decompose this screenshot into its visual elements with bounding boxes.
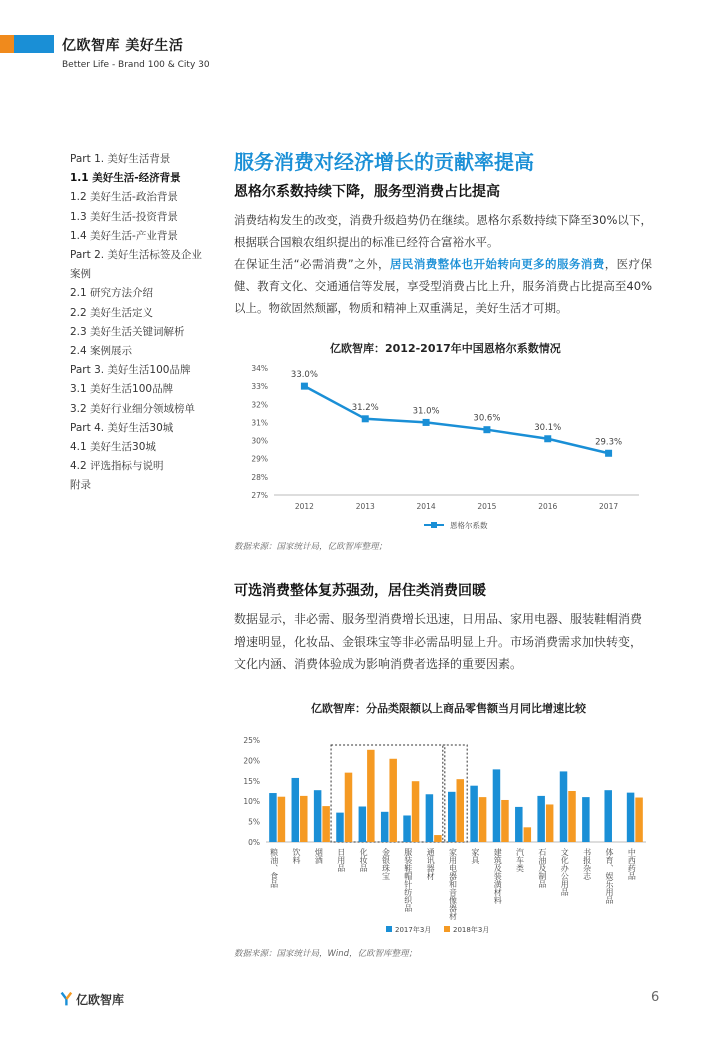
chart2-title: 亿欧智库：分品类限额以上商品零售额当月同比增速比较	[311, 702, 586, 715]
bar-2017	[560, 771, 568, 842]
data-point	[544, 435, 551, 442]
brand-logo-icon	[60, 990, 76, 1008]
page-number: 6	[651, 990, 660, 1005]
x-tick-label: 日用品	[336, 848, 346, 872]
x-tick-label: 化妆品	[359, 848, 369, 872]
data-point	[605, 450, 612, 457]
data-label: 31.2%	[351, 402, 379, 413]
x-tick-label: 金银珠宝	[381, 848, 391, 880]
legend-marker	[431, 522, 437, 528]
x-tick-label: 服装鞋帽针纺织品	[403, 848, 413, 912]
bar-2017	[515, 807, 523, 842]
legend-swatch-2018	[444, 926, 450, 932]
x-tick-label: 家用电器和音像器材	[448, 848, 458, 920]
header-orange-bar	[0, 35, 14, 53]
legend-label: 2017年3月	[395, 926, 432, 934]
y-tick-label: 10%	[243, 797, 260, 807]
x-tick-label: 书报杂志	[582, 848, 592, 880]
x-tick-label: 文化办公用品	[560, 848, 570, 896]
y-tick-label: 32%	[251, 400, 268, 410]
header-subtitle: Better Life - Brand 100 & City 30	[62, 60, 210, 70]
data-point	[423, 419, 430, 426]
data-label: 30.6%	[473, 413, 501, 424]
bar-2017	[470, 786, 478, 842]
toc-item[interactable]: 3.2 美好行业细分领域榜单	[70, 402, 196, 415]
bar-2017	[582, 797, 590, 842]
header-title: 亿欧智库 美好生活	[62, 38, 184, 54]
bar-2017	[269, 793, 277, 842]
bar-2017	[336, 813, 344, 842]
series-line-engel	[304, 386, 608, 453]
section-subtitle-engel: 恩格尔系数持续下降，服务型消费占比提高	[234, 184, 500, 200]
bar-2018	[546, 804, 554, 842]
bar-2018	[457, 779, 465, 842]
page-title: 服务消费对经济增长的贡献率提高	[234, 150, 534, 174]
section-subtitle-optional-consumption: 可选消费整体复苏强劲，居住类消费回暖	[234, 583, 486, 599]
x-tick-label: 汽车类	[515, 848, 525, 872]
paragraph-data-shows: 数据显示，非必需、服务型消费增长迅速，日用品、家用电器、服装鞋帽消费增速明显，化妆品、金银珠宝等非必需品明显上升。市场消费需求加快转变，文化内涵、消费体验成为影响消费者选择的重要因素。	[234, 612, 643, 671]
toc-item[interactable]: 2.3 美好生活关键词解析	[70, 325, 185, 338]
legend-swatch-2017	[386, 926, 392, 932]
toc-item[interactable]: Part 1. 美好生活背景	[70, 153, 171, 165]
toc-item[interactable]: 1.4 美好生活-产业背景	[70, 229, 178, 242]
x-tick-label: 2012	[294, 502, 314, 511]
x-tick-label: 中西药品	[627, 848, 637, 880]
toc-item[interactable]: 3.1 美好生活100品牌	[70, 383, 174, 396]
toc-item[interactable]: Part 4. 美好生活30城	[70, 421, 174, 434]
y-tick-label: 27%	[251, 491, 268, 500]
toc-item[interactable]: 1.1 美好生活-经济背景	[70, 172, 181, 185]
bar-2017	[604, 790, 612, 842]
y-tick-label: 20%	[243, 756, 260, 766]
engel-line-chart	[234, 360, 654, 540]
bar-2017	[493, 769, 501, 842]
toc-item[interactable]: 4.2 评选指标与说明	[70, 460, 164, 473]
data-point	[483, 426, 490, 433]
toc-item[interactable]: 2.2 美好生活定义	[70, 306, 154, 319]
bar-2017	[314, 790, 322, 842]
x-tick-label: 石油及制品	[537, 848, 547, 888]
x-tick-label: 家具	[470, 848, 480, 864]
bar-2018	[412, 781, 420, 842]
data-label: 33.0%	[290, 370, 318, 381]
x-tick-label: 通讯器材	[426, 848, 436, 880]
legend-label: 2018年3月	[453, 926, 490, 934]
paragraph-consumption-structure: 消费结构发生的改变，消费升级趋势仍在继续。恩格尔系数持续下降至30%以下，根据联合国粮农组织提出的标准已经符合富裕水平。	[234, 213, 652, 249]
toc-item[interactable]: 2.4 案例展示	[70, 345, 133, 358]
data-label: 31.0%	[412, 406, 440, 417]
y-tick-label: 25%	[243, 736, 260, 745]
toc-item[interactable]: 1.2 美好生活-政治背景	[70, 191, 178, 204]
legend-label: 恩格尔系数	[450, 521, 488, 530]
toc-item[interactable]: 2.1 研究方法介绍	[70, 287, 154, 300]
chart1-source: 数据来源：国家统计局，亿欧智库整理；	[234, 542, 388, 552]
toc-item[interactable]: 4.1 美好生活30城	[70, 441, 156, 454]
x-tick-label: 建筑及装潢材料	[493, 848, 503, 904]
bar-2018	[434, 835, 442, 842]
x-tick-label: 2017	[599, 502, 619, 511]
bar-2018	[345, 773, 353, 842]
y-tick-label: 0%	[248, 838, 260, 847]
bar-2018	[568, 791, 576, 842]
bar-2018	[635, 798, 643, 842]
bar-2018	[367, 750, 375, 842]
data-point	[362, 415, 369, 422]
y-tick-label: 15%	[243, 776, 260, 786]
retail-growth-bar-chart	[234, 730, 654, 940]
y-tick-label: 5%	[248, 817, 260, 827]
bar-2018	[524, 827, 532, 842]
bar-2017	[359, 807, 367, 842]
paragraph-text: ，医疗保健、教育文化、交通通信等发展，享受型消费占比上升，服务消费占比提高至40%以上。物欲固然颓鄙，物质和精神上双重满足，美好生活才可期。	[234, 257, 653, 315]
bar-2017	[448, 792, 456, 842]
toc-item[interactable]: Part 2. 美好生活标签及企业案例	[70, 249, 202, 281]
y-tick-label: 34%	[251, 364, 268, 373]
x-tick-label: 体育、娱乐用品	[604, 848, 614, 904]
bar-2017	[537, 796, 545, 842]
bar-2018	[300, 796, 308, 842]
data-label: 30.1%	[534, 422, 562, 433]
bar-2018	[479, 797, 487, 842]
table-of-contents	[70, 150, 210, 496]
bar-2017	[426, 794, 434, 842]
paragraph-text: 在保证生活“必需消费”之外，	[234, 257, 390, 271]
chart2-source: 数据来源：国家统计局，Wind，亿欧智库整理；	[234, 949, 418, 959]
bar-2017	[403, 815, 411, 842]
x-tick-label: 2014	[416, 502, 436, 511]
bar-2017	[627, 793, 635, 842]
y-tick-label: 29%	[251, 454, 268, 464]
toc-item[interactable]: Part 3. 美好生活100品牌	[70, 364, 191, 377]
bar-2017	[292, 778, 300, 842]
highlight-text: 居民消费整体也开始转向更多的服务消费	[389, 257, 605, 271]
data-label: 29.3%	[595, 437, 623, 448]
x-tick-label: 粮油、食品	[269, 848, 279, 888]
header-blue-bar	[14, 35, 54, 53]
bar-2017	[381, 812, 389, 842]
y-tick-label: 30%	[251, 436, 268, 446]
bar-2018	[322, 806, 330, 842]
chart1-title: 亿欧智库：2012-2017年中国恩格尔系数情况	[330, 342, 561, 355]
toc-item[interactable]: 1.3 美好生活-投资背景	[70, 210, 178, 223]
x-tick-label: 饮料	[292, 848, 302, 864]
x-tick-label: 2013	[355, 502, 375, 511]
bar-2018	[278, 797, 286, 842]
x-tick-label: 2016	[538, 502, 558, 511]
bar-2018	[389, 759, 397, 842]
toc-item[interactable]: 附录	[70, 479, 91, 492]
x-tick-label: 2015	[477, 502, 497, 511]
x-tick-label: 烟酒	[314, 848, 324, 864]
y-tick-label: 33%	[251, 382, 268, 392]
y-tick-label: 31%	[251, 418, 268, 428]
footer-brand: 亿欧智库	[76, 993, 125, 1007]
bar-2018	[501, 800, 509, 842]
paragraph-service-consumption	[234, 253, 652, 319]
y-tick-label: 28%	[251, 472, 268, 482]
data-point	[301, 383, 308, 390]
